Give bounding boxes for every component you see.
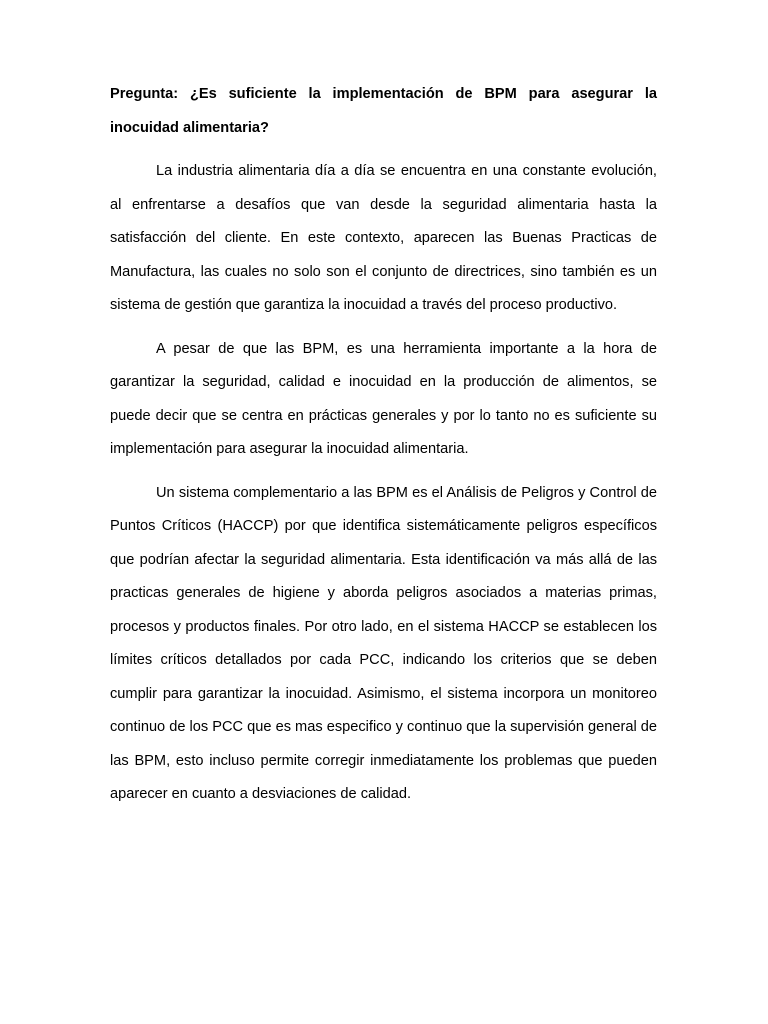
paragraph-intro: La industria alimentaria día a día se encuentra en una constante evolución, al enfrentarse a desafíos que van desde la seguridad alimentaria hasta la satisfacción del cliente. En este contexto, aparecen las Buenas Practicas de Manufactura, las cuales no solo son el conjunto de directrices, sino también es un sistema de gestión que garantiza la inocuidad a través del proceso productivo. (110, 163, 657, 313)
question-heading: Pregunta: ¿Es suficiente la implementación de BPM para asegurar la inocuidad alimentaria? (110, 86, 657, 136)
paragraph-haccp: Un sistema complementario a las BPM es el Análisis de Peligros y Control de Puntos Críticos (HACCP) por que identifica sistemáticamente peligros específicos que podrían afectar la seguridad alimentaria. Esta identificación va más allá de las practicas generales de higiene y aborda peligros asociados a materias primas, procesos y productos finales. Por otro lado, en el sistema HACCP se establecen los límites críticos detallados por cada PCC, indicando los criterios que se deben cumplir para garantizar la inocuidad. Asimismo, el sistema incorpora un monitoreo continuo de los PCC que es mas especifico y continuo que la supervisión general de las BPM, esto incluso permite corregir inmediatamente los problemas que pueden aparecer en cuanto a desviaciones de calidad. (110, 484, 657, 802)
document-page (110, 78, 657, 822)
paragraph-bpm-limits: A pesar de que las BPM, es una herramienta importante a la hora de garantizar la seguridad, calidad e inocuidad en la producción de alimentos, se puede decir que se centra en prácticas generales y por lo tanto no es suficiente su implementación para asegurar la inocuidad alimentaria. (110, 340, 657, 457)
